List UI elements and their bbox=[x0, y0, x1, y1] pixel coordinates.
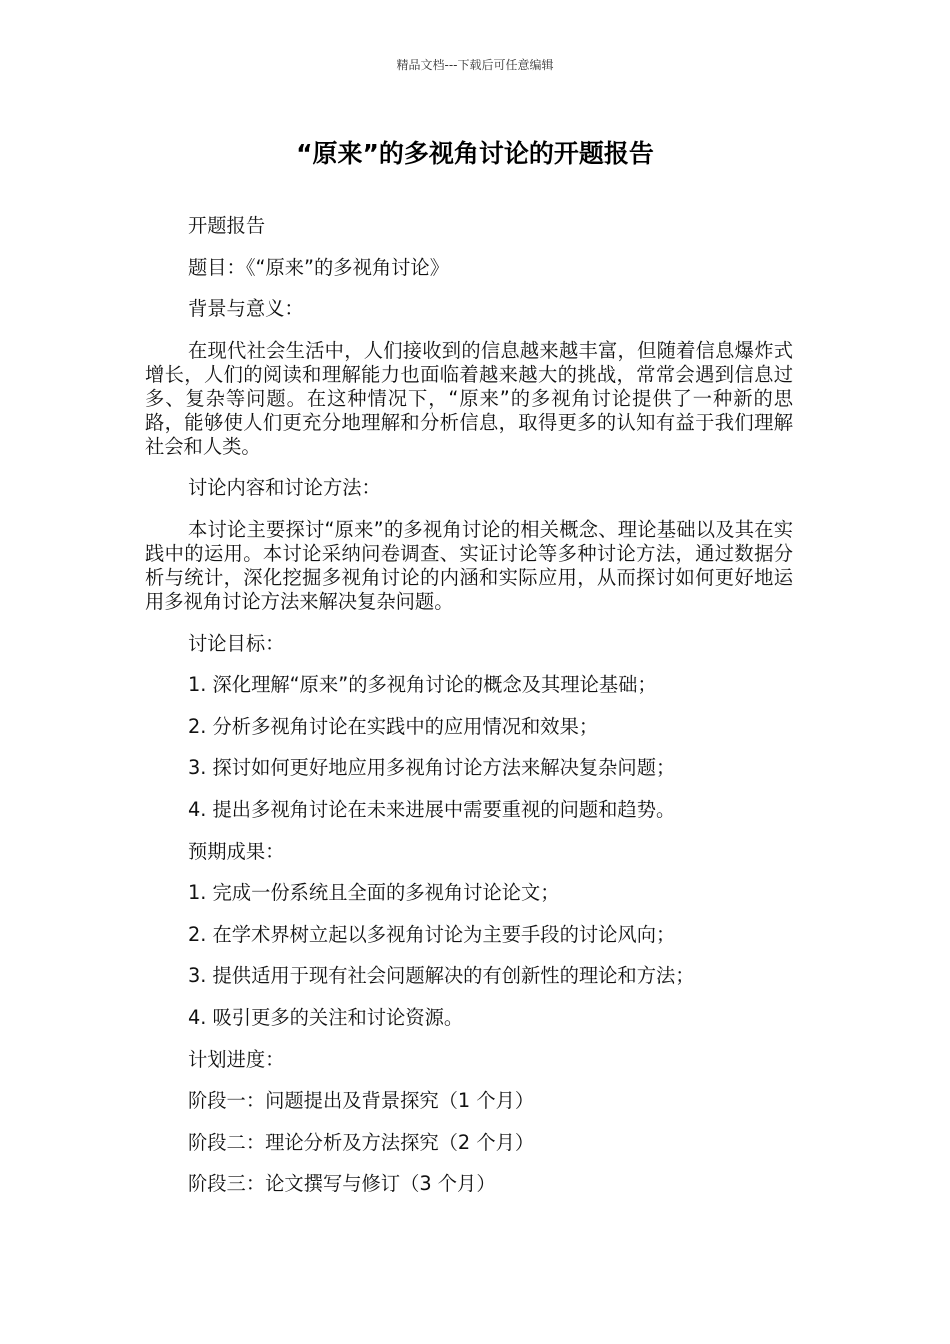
schedule-item: 阶段一：问题提出及背景探究（1 个月） bbox=[188, 1089, 535, 1113]
outcomes-heading: 预期成果： bbox=[188, 839, 285, 863]
outcome-item: 2. 在学术界树立起以多视角讨论为主要手段的讨论风向； bbox=[188, 922, 676, 946]
document-body bbox=[145, 214, 793, 1214]
goal-item: 3. 探讨如何更好地应用多视角讨论方法来解决复杂问题； bbox=[188, 756, 676, 780]
schedule-item: 阶段三：论文撰写与修订（3 个月） bbox=[188, 1172, 496, 1196]
method-paragraph: 本讨论主要探讨“原来”的多视角讨论的相关概念、理论基础以及其在实践中的运用。本讨论采纳问卷调查、实证讨论等多种讨论方法，通过数据分析与统计，深化挖掘多视角讨论的内涵和实际应用，从而探讨如何更好地运用多视角讨论方法来解决复杂问题。 bbox=[145, 517, 793, 613]
goal-item: 4. 提出多视角讨论在未来进展中需要重视的问题和趋势。 bbox=[188, 797, 676, 821]
goal-item: 1. 深化理解“原来”的多视角讨论的概念及其理论基础； bbox=[188, 673, 657, 697]
goal-item: 2. 分析多视角讨论在实践中的应用情况和效果； bbox=[188, 714, 599, 738]
schedule-item: 阶段二：理论分析及方法探究（2 个月） bbox=[188, 1130, 535, 1154]
goals-heading: 讨论目标： bbox=[188, 631, 285, 655]
document-title: “原来”的多视角讨论的开题报告 bbox=[296, 139, 654, 168]
schedule-heading: 计划进度： bbox=[188, 1047, 285, 1071]
background-heading: 背景与意义： bbox=[188, 297, 304, 321]
outcome-item: 4. 吸引更多的关注和讨论资源。 bbox=[188, 1005, 464, 1029]
outcome-item: 1. 完成一份系统且全面的多视角讨论论文； bbox=[188, 881, 560, 905]
outcome-item: 3. 提供适用于现有社会问题解决的有创新性的理论和方法； bbox=[188, 964, 695, 988]
page-header-watermark: 精品文档---下载后可任意编辑 bbox=[396, 58, 554, 72]
topic-line: 题目：《“原来”的多视角讨论》 bbox=[188, 255, 449, 279]
background-paragraph: 在现代社会生活中，人们接收到的信息越来越丰富，但随着信息爆炸式增长，人们的阅读和理解能力也面临着越来越大的挑战，常常会遇到信息过多、复杂等问题。在这种情况下，“原来”的多视角讨论提供了一种新的思路，能够使人们更充分地理解和分析信息，取得更多的认知有益于我们理解社会和人类。 bbox=[145, 338, 793, 458]
report-label: 开题报告 bbox=[188, 214, 266, 237]
method-heading: 讨论内容和讨论方法： bbox=[188, 476, 381, 500]
